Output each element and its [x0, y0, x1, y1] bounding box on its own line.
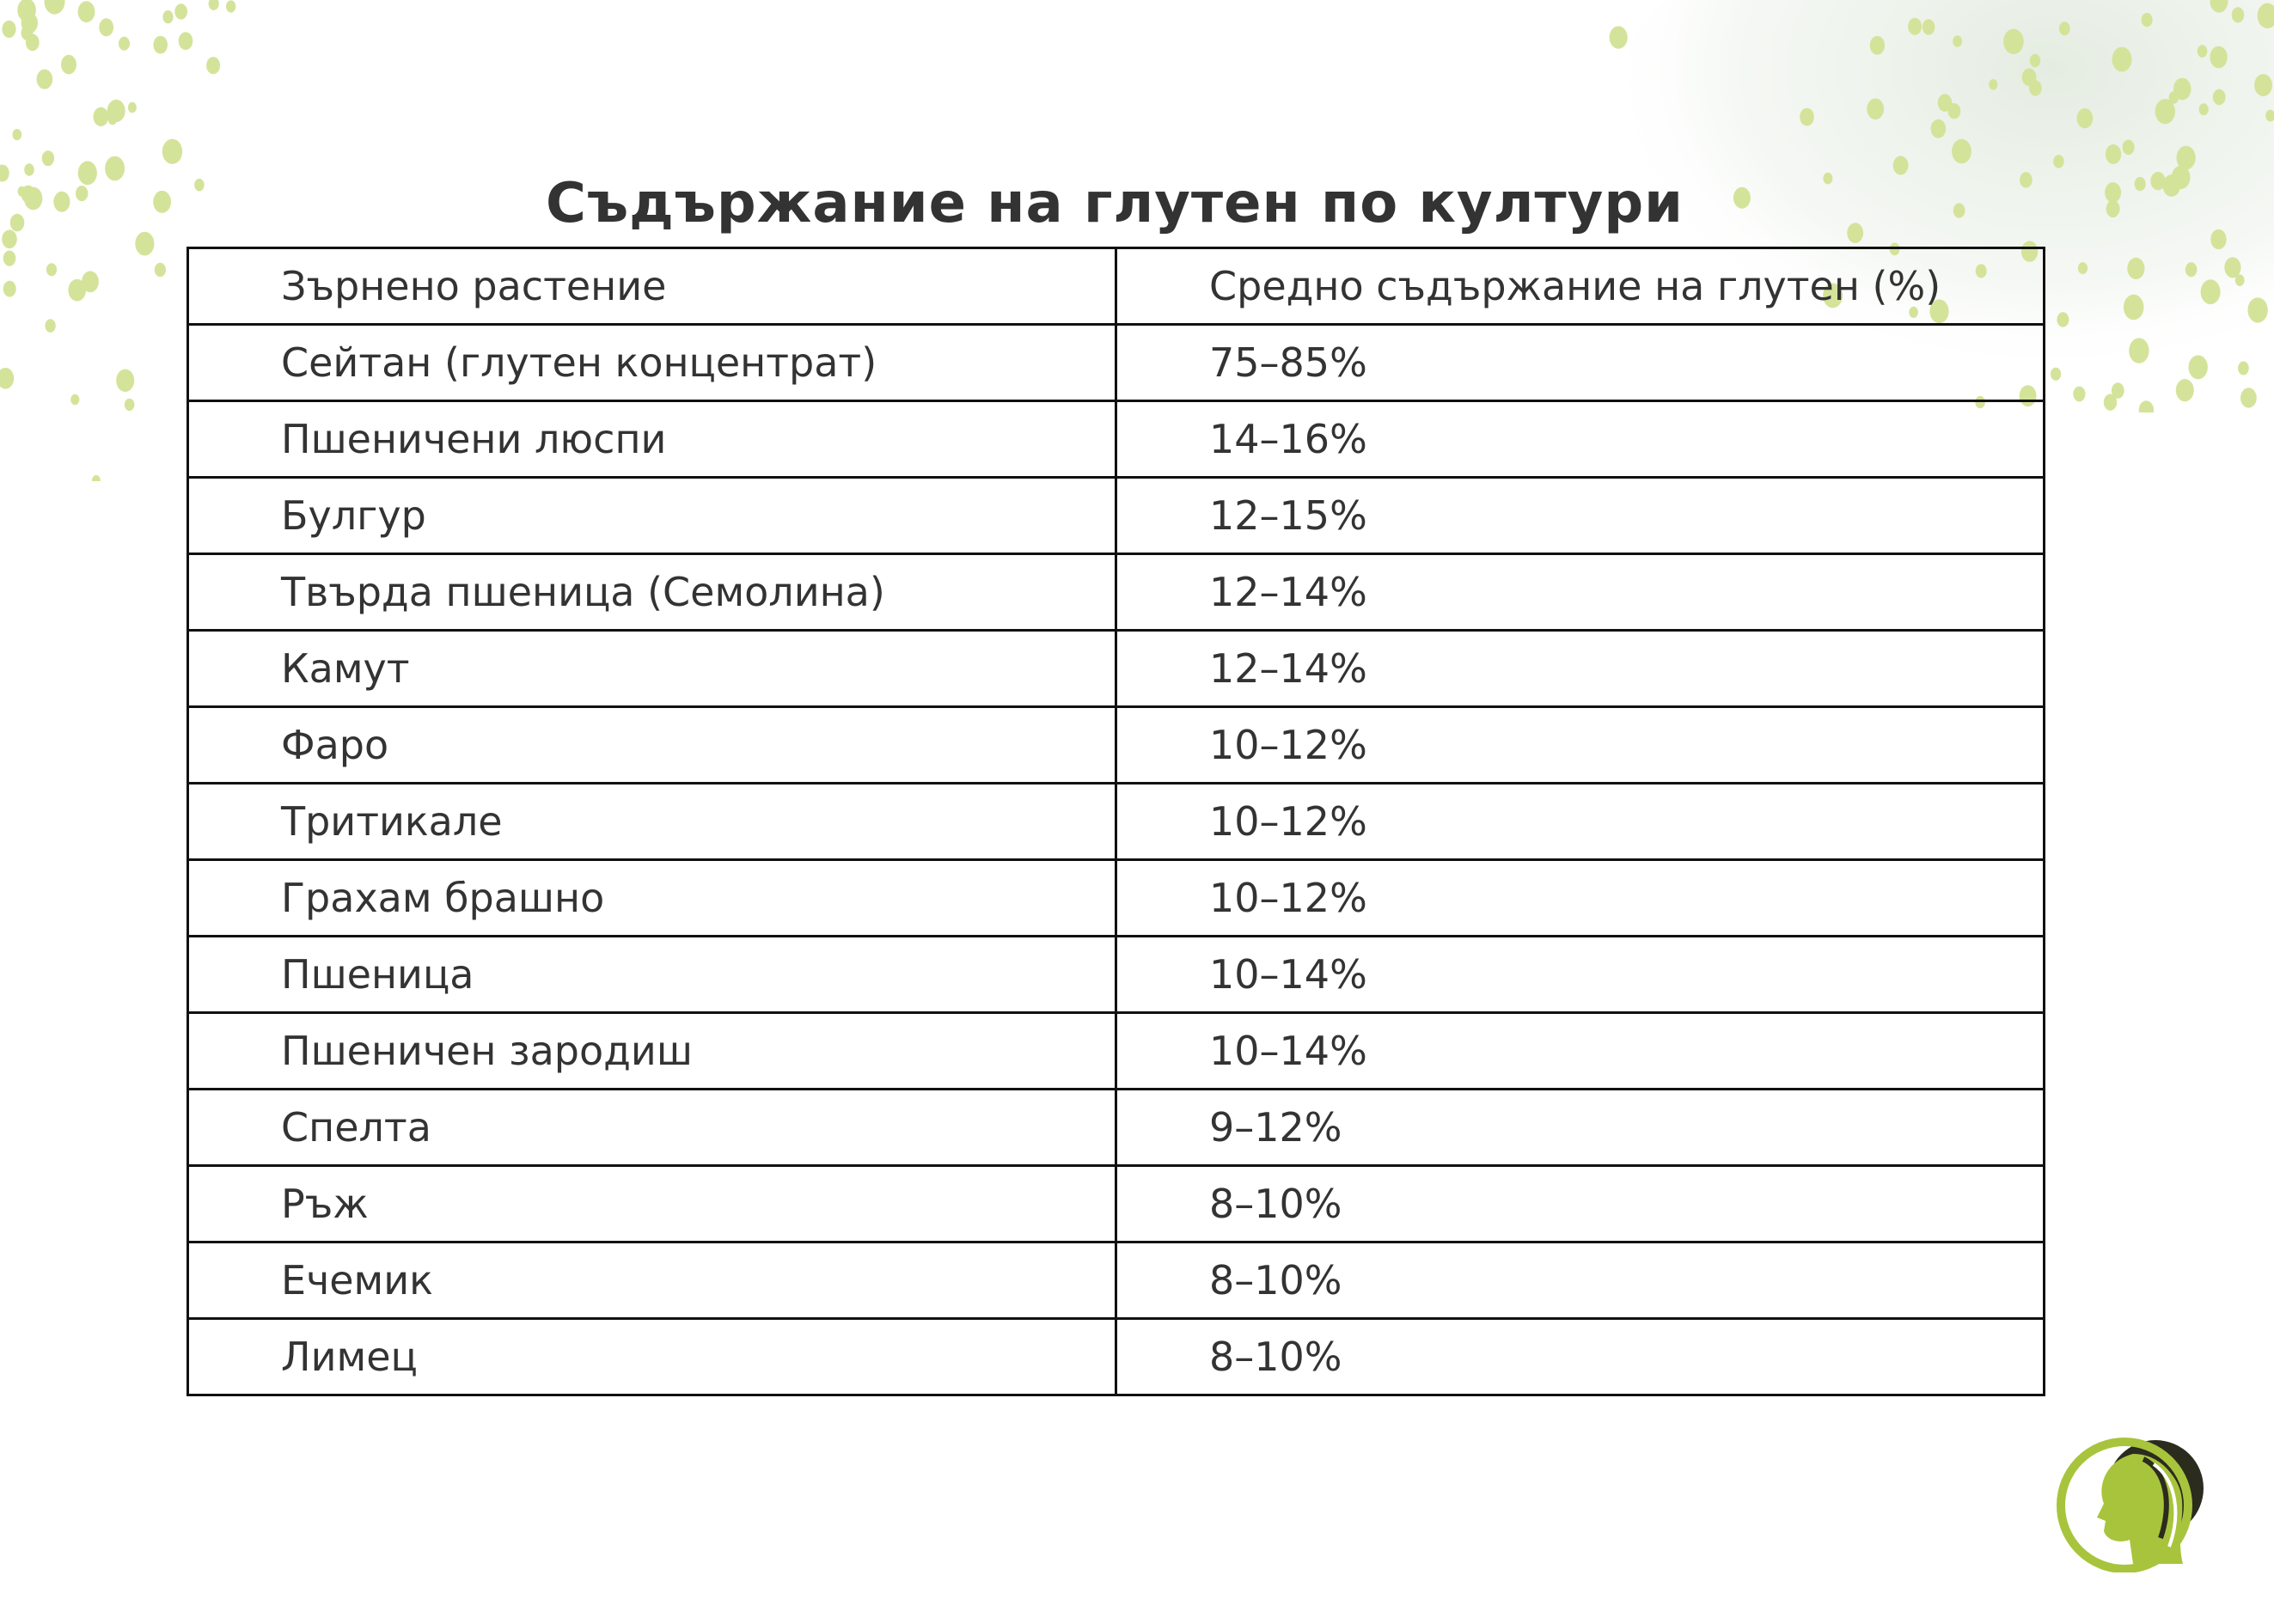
decor-dot: [1931, 119, 1947, 138]
decor-dot: [2029, 81, 2042, 96]
decor-dot: [12, 129, 21, 140]
decor-dot: [37, 70, 53, 89]
header-gluten: Средно съдържание на глутен (%): [1116, 248, 2045, 325]
woman-profile-logo-icon: [2054, 1435, 2226, 1572]
crop-cell: Пшеничен зародиш: [188, 1013, 1116, 1090]
crop-cell: Грахам брашно: [188, 860, 1116, 937]
decor-dot: [2189, 355, 2208, 379]
decor-dot: [1989, 79, 1997, 90]
crop-cell: Ръж: [188, 1166, 1116, 1242]
decor-dot: [2078, 262, 2088, 274]
decor-dot: [162, 10, 173, 23]
header-crop: Зърнено растение: [188, 248, 1116, 325]
decor-dot: [125, 399, 135, 411]
decor-dot: [2077, 108, 2094, 128]
decor-dot: [2124, 295, 2144, 321]
gluten-cell: 14–16%: [1116, 401, 2045, 478]
decor-dot: [1952, 139, 1971, 164]
gluten-cell: 8–10%: [1116, 1319, 2045, 1395]
table-row: [188, 1090, 2045, 1166]
table-row: [188, 401, 2045, 478]
decor-dot: [78, 1, 95, 22]
decor-dot: [174, 3, 187, 19]
crop-cell: Спелта: [188, 1090, 1116, 1166]
decor-dot: [119, 37, 130, 51]
table-row: [188, 1166, 2045, 1242]
decor-dot: [46, 263, 57, 276]
page-title: Съдържание на глутен по култури: [546, 172, 1684, 235]
gluten-cell: 10–12%: [1116, 707, 2045, 784]
decor-dot: [70, 394, 79, 406]
decor-dot: [2224, 257, 2240, 278]
table-row: [188, 554, 2045, 631]
decor-dot: [45, 0, 65, 15]
decor-dot: [2173, 78, 2191, 101]
decor-dot: [2176, 379, 2194, 401]
decor-dot: [2057, 312, 2069, 327]
decor-dot: [116, 369, 134, 392]
table-row: [188, 631, 2045, 707]
decor-dot: [3, 251, 16, 266]
decor-dot: [153, 36, 168, 54]
decor-dot: [1923, 19, 1935, 34]
gluten-cell: 75–85%: [1116, 325, 2045, 401]
decor-dot: [2139, 400, 2154, 412]
decor-dot: [2213, 89, 2226, 105]
decor-dot: [2210, 46, 2227, 69]
gluten-cell: 10–14%: [1116, 937, 2045, 1013]
decor-dot: [2073, 387, 2085, 402]
table-row: [188, 784, 2045, 860]
gluten-cell: 10–14%: [1116, 1013, 2045, 1090]
table-row: [188, 325, 2045, 401]
decor-dot: [2155, 99, 2175, 124]
gluten-cell: 12–15%: [1116, 478, 2045, 554]
decor-dot: [1948, 103, 1961, 119]
decor-dot: [1610, 26, 1628, 48]
decor-dot: [61, 55, 76, 75]
decor-dot: [2112, 47, 2132, 72]
decor-dot: [1870, 36, 1885, 55]
decor-dot: [45, 319, 55, 333]
decor-dot: [1953, 35, 1962, 47]
decor-dot: [155, 263, 166, 277]
table-row: [188, 1319, 2045, 1395]
decor-dot: [2003, 29, 2024, 54]
crop-cell: Ечемик: [188, 1242, 1116, 1319]
crop-cell: Твърда пшеница (Семолина): [188, 554, 1116, 631]
decor-dot: [82, 271, 99, 292]
decor-dot: [1908, 18, 1922, 35]
decor-dot: [92, 475, 101, 481]
decor-dot: [3, 281, 16, 297]
gluten-cell: 9–12%: [1116, 1090, 2045, 1166]
gluten-table: [186, 247, 2045, 1396]
decor-dot: [2106, 144, 2121, 164]
table-row: [188, 937, 2045, 1013]
crop-cell: Лимец: [188, 1319, 1116, 1395]
gluten-cell: 8–10%: [1116, 1166, 2045, 1242]
crop-cell: Булгур: [188, 478, 1116, 554]
table-row: [188, 860, 2045, 937]
table-row: [188, 478, 2045, 554]
crop-cell: Тритикале: [188, 784, 1116, 860]
decor-dot: [108, 113, 117, 125]
decor-dot: [2127, 258, 2144, 279]
decor-dot: [0, 368, 14, 389]
decor-dot: [2051, 368, 2061, 381]
decor-dot: [2254, 74, 2272, 96]
table-row: [188, 1013, 2045, 1090]
decor-dot: [162, 139, 182, 164]
decor-dot: [206, 57, 220, 74]
crop-cell: Фаро: [188, 707, 1116, 784]
decor-dot: [2059, 21, 2070, 35]
decor-dot: [94, 107, 109, 126]
decor-dot: [2198, 45, 2208, 58]
decor-dot: [1800, 108, 1814, 126]
decor-dot: [2238, 362, 2249, 375]
decor-dot: [2232, 7, 2245, 22]
decor-dot: [2247, 297, 2267, 322]
gluten-cell: 12–14%: [1116, 631, 2045, 707]
decor-dot: [2123, 140, 2135, 156]
table-row: [188, 707, 2045, 784]
gluten-cell: 12–14%: [1116, 554, 2045, 631]
decor-dot: [2142, 13, 2153, 27]
gluten-cell: 10–12%: [1116, 860, 2045, 937]
decor-dot: [179, 32, 193, 50]
gluten-cell: 8–10%: [1116, 1242, 2045, 1319]
decor-dot: [226, 0, 235, 12]
decor-dot: [2030, 54, 2040, 68]
gluten-cell: 10–12%: [1116, 784, 2045, 860]
decor-dot: [1867, 99, 1884, 120]
decor-dot: [128, 102, 137, 113]
crop-cell: Сейтан (глутен концентрат): [188, 325, 1116, 401]
decor-dot: [2, 21, 15, 38]
decor-dot: [42, 150, 54, 166]
table-row: [188, 1242, 2045, 1319]
table-header-row: [188, 248, 2045, 325]
decor-dot: [2201, 279, 2221, 304]
crop-cell: Камут: [188, 631, 1116, 707]
decor-dot: [2185, 262, 2198, 277]
decor-dot: [26, 34, 40, 52]
crop-cell: Пшеница: [188, 937, 1116, 1013]
crop-cell: Пшеничени люспи: [188, 401, 1116, 478]
decor-dot: [2199, 103, 2209, 115]
decor-dot: [2053, 155, 2064, 168]
decor-dot: [2134, 339, 2143, 351]
decor-dot: [99, 18, 113, 36]
decor-dot: [2240, 388, 2257, 407]
decor-dot: [209, 0, 219, 10]
decor-dot: [2112, 382, 2124, 398]
